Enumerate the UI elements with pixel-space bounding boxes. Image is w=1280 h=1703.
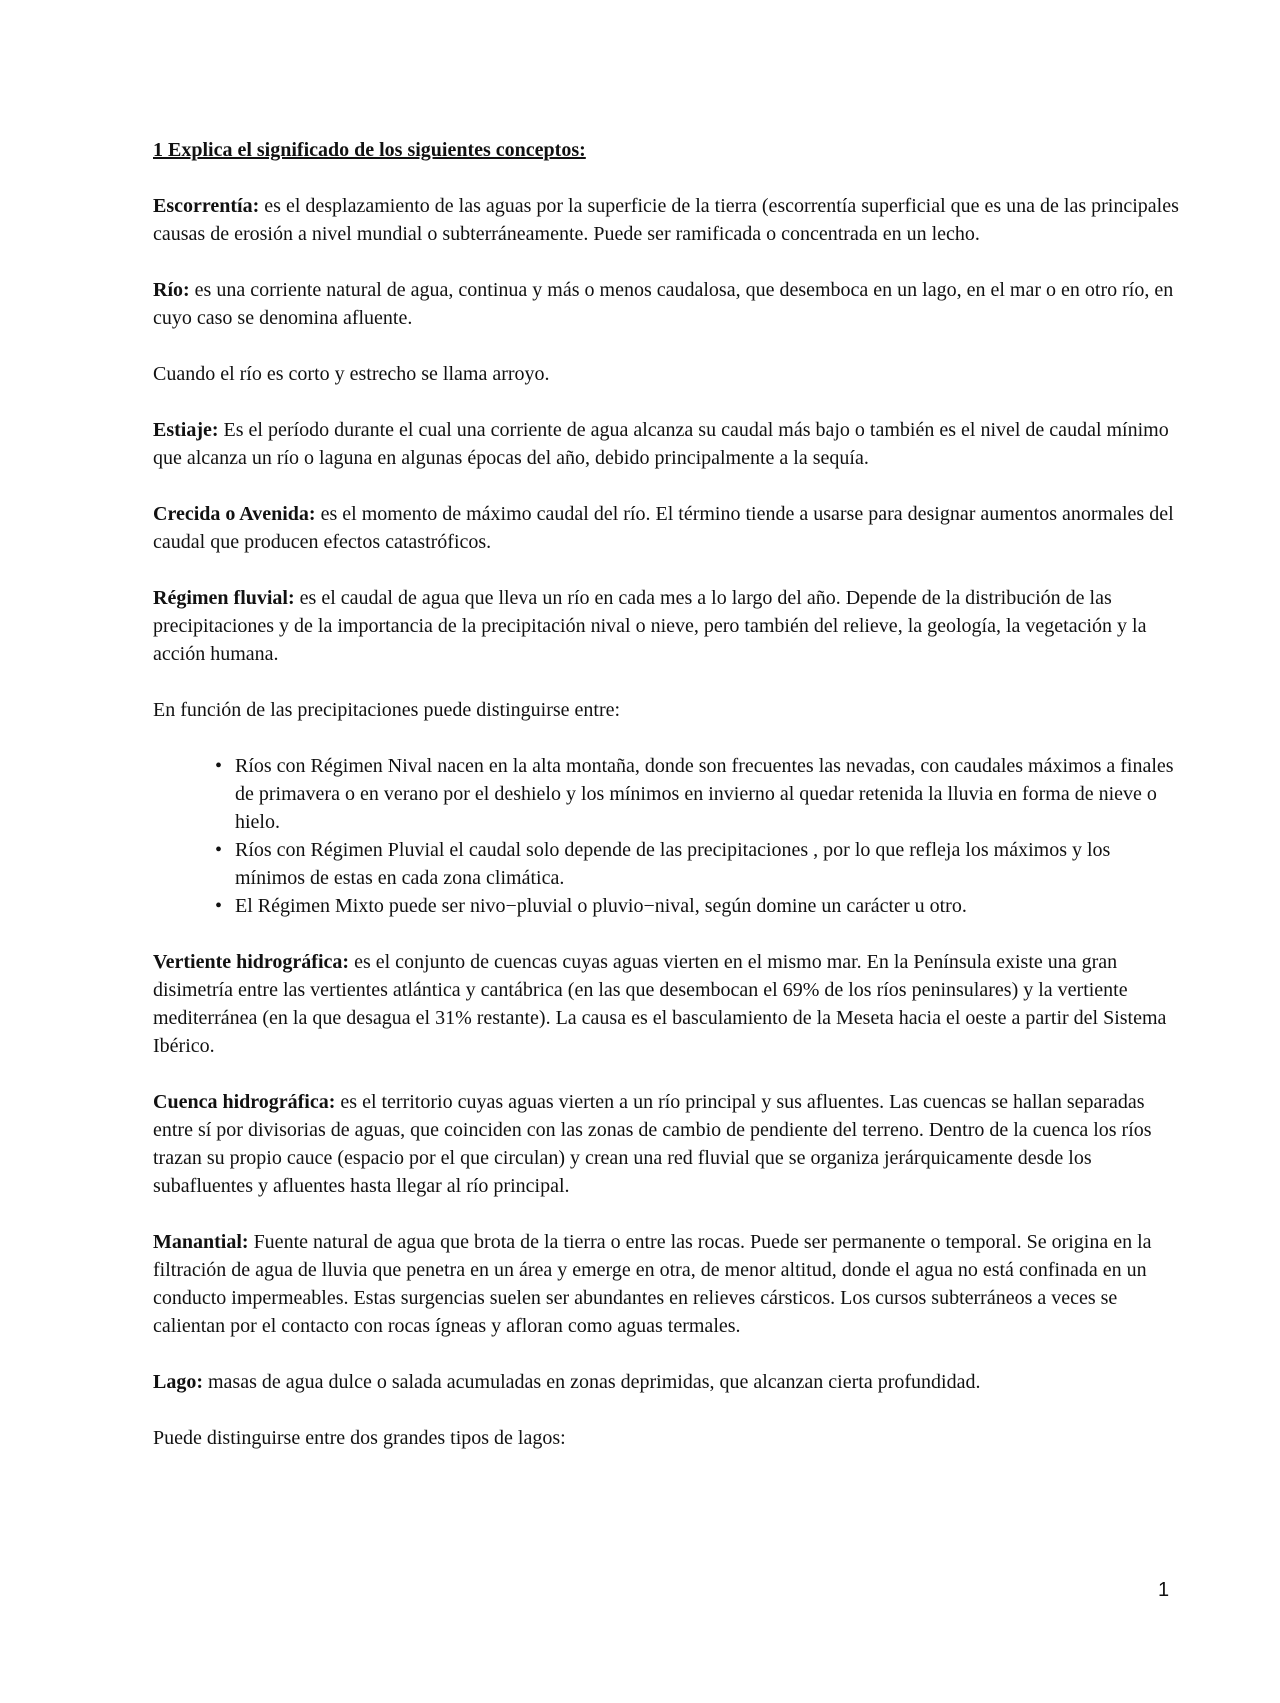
definition-rio-text: es una corriente natural de agua, continua y más o menos caudalosa, que desemboca en un lago, en el mar o en otro río, en cuyo caso se denomina afluente.: [153, 279, 1174, 329]
bullet-icon: •: [215, 755, 223, 777]
definition-regimen-fluvial: [153, 584, 1183, 668]
term-vertiente: Vertiente hidrográfica:: [153, 951, 350, 973]
list-item: [209, 892, 1183, 920]
definition-estiaje: [153, 416, 1183, 472]
list-item: [209, 752, 1183, 836]
definition-lago-text: masas de agua dulce o salada acumuladas en zonas deprimidas, que alcanzan cierta profundidad.: [203, 1371, 981, 1393]
section-heading: 1 Explica el significado de los siguientes conceptos:: [153, 139, 586, 161]
definition-rio: [153, 276, 1183, 332]
definition-lago: [153, 1368, 1183, 1396]
definition-crecida: [153, 500, 1183, 556]
definition-crecida-text: es el momento de máximo caudal del río. El término tiende a usarse para designar aumentos anormales del caudal que producen efectos catastróficos.: [153, 503, 1174, 553]
bullet-icon: •: [215, 839, 223, 861]
list-item-text: Ríos con Régimen Pluvial el caudal solo depende de las precipitaciones , por lo que refleja los máximos y los mínimos de estas en cada zona climática.: [235, 839, 1111, 889]
term-cuenca: Cuenca hidrográfica:: [153, 1091, 336, 1113]
term-lago: Lago:: [153, 1371, 203, 1393]
arroyo-paragraph: Cuando el río es corto y estrecho se llama arroyo.: [153, 363, 550, 385]
regimen-types-list: [153, 752, 1183, 920]
page-number: 1: [1158, 1579, 1170, 1601]
definition-escorrentia-text: es el desplazamiento de las aguas por la superficie de la tierra (escorrentía superficial que es una de las principales causas de erosión a nivel mundial o subterráneamente. Puede ser ramificada o concentrada en un lecho.: [153, 195, 1179, 245]
definition-estiaje-text: Es el período durante el cual una corriente de agua alcanza su caudal más bajo o también es el nivel de caudal mínimo que alcanza un río o laguna en algunas épocas del año, debido principalmente a la sequía.: [153, 419, 1169, 469]
list-item-text: Ríos con Régimen Nival nacen en la alta montaña, donde son frecuentes las nevadas, con caudales máximos a finales de primavera o en verano por el deshielo y los mínimos en invierno al quedar retenida la lluvia en forma de nieve o hielo.: [235, 755, 1174, 833]
list-item: [209, 836, 1183, 892]
document-body: [153, 136, 1183, 1480]
term-escorrentia: Escorrentía:: [153, 195, 260, 217]
definition-manantial-text: Fuente natural de agua que brota de la tierra o entre las rocas. Puede ser permanente o temporal. Se origina en la filtración de agua de lluvia que penetra en un área y emerge en otra, de menor altitud, donde el agua no está confinada en un conducto impermeables. Estas surgencias suelen ser abundantes en relieves cársticos. Los cursos subterráneos a veces se calientan por el contacto con rocas ígneas y afloran como aguas termales.: [153, 1231, 1152, 1337]
term-manantial: Manantial:: [153, 1231, 249, 1253]
definition-regimen-fluvial-text: es el caudal de agua que lleva un río en cada mes a lo largo del año. Depende de la distribución de las precipitaciones y de la importancia de la precipitación nival o nieve, pero también del relieve, la geología, la vegetación y la acción humana.: [153, 587, 1147, 665]
term-rio: Río:: [153, 279, 190, 301]
definition-vertiente-text: es el conjunto de cuencas cuyas aguas vierten en el mismo mar. En la Península existe una gran disimetría entre las vertientes atlántica y cantábrica (en las que desembocan el 69% de los ríos peninsulares) y la vertiente mediterránea (en la que desagua el 31% restante). La causa es el basculamiento de la Meseta hacia el oeste a partir del Sistema Ibérico.: [153, 951, 1167, 1057]
definition-escorrentia: [153, 192, 1183, 248]
term-estiaje: Estiaje:: [153, 419, 219, 441]
term-regimen-fluvial: Régimen fluvial:: [153, 587, 295, 609]
definition-cuenca-text: es el territorio cuyas aguas vierten a un río principal y sus afluentes. Las cuencas se hallan separadas entre sí por divisorias de aguas, que coinciden con las zonas de cambio de pendiente del terreno. Dentro de la cuenca los ríos trazan su propio cauce (espacio por el que circulan) y crean una red fluvial que se organiza jerárquicamente desde los subafluentes y afluentes hasta llegar al río principal.: [153, 1091, 1152, 1197]
bullet-icon: •: [215, 895, 223, 917]
definition-manantial: [153, 1228, 1183, 1340]
definition-cuenca: [153, 1088, 1183, 1200]
tipos-paragraph: Puede distinguirse entre dos grandes tipos de lagos:: [153, 1427, 566, 1449]
funcion-paragraph: En función de las precipitaciones puede distinguirse entre:: [153, 699, 621, 721]
definition-vertiente: [153, 948, 1183, 1060]
list-item-text: El Régimen Mixto puede ser nivo−pluvial o pluvio−nival, según domine un carácter u otro.: [235, 895, 967, 917]
term-crecida: Crecida o Avenida:: [153, 503, 316, 525]
